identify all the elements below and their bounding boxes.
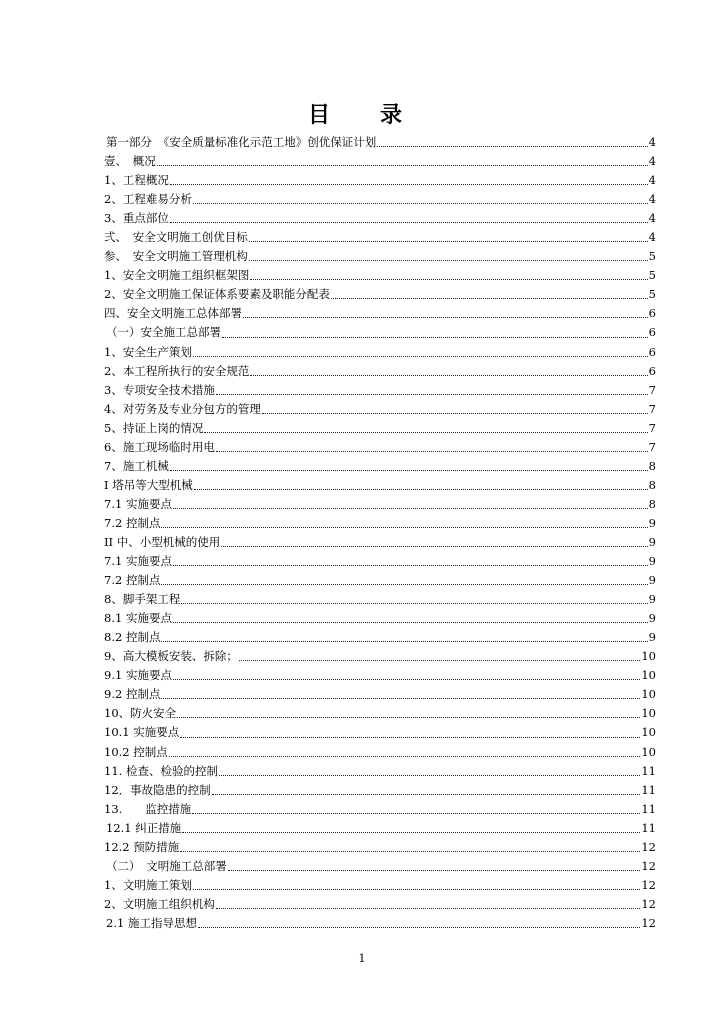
toc-leader-dots (180, 737, 640, 738)
toc-leader-dots (194, 489, 648, 490)
toc-leader-dots (221, 546, 647, 547)
toc-leader-dots (249, 260, 648, 261)
toc-entry-page: 7 (648, 420, 656, 435)
toc-entry-page: 6 (648, 306, 656, 321)
toc-leader-dots (249, 241, 648, 242)
toc-entry[interactable] (104, 857, 656, 876)
toc-entry-label: （二） 文明施工总部署 (106, 858, 227, 873)
toc-entry-page: 10 (641, 668, 656, 683)
toc-leader-dots (161, 698, 640, 699)
toc-entry-label: 10.2 控制点 (104, 744, 168, 759)
toc-entry-page: 7 (648, 401, 656, 416)
toc-entry-page: 12 (641, 858, 656, 873)
toc-entry[interactable] (104, 628, 656, 647)
toc-entry-page: 6 (648, 363, 656, 378)
toc-entry-page: 11 (641, 782, 656, 797)
toc-entry-page: 12 (641, 839, 656, 854)
toc-entry-label: 弍、 安全文明施工创优目标 (104, 230, 248, 245)
toc-leader-dots (173, 565, 648, 566)
toc-entry[interactable] (104, 381, 656, 400)
toc-leader-dots (182, 832, 640, 833)
toc-entry-page: 10 (641, 744, 656, 759)
toc-entry-label: 4、对劳务及专业分包方的管理 (104, 401, 261, 416)
toc-entry-label: II 中、小型机械的使用 (104, 534, 221, 549)
toc-leader-dots (243, 317, 648, 318)
toc-entry-page: 11 (641, 763, 656, 778)
toc-entry-label: 8.1 实施要点 (104, 611, 172, 626)
toc-entry-page: 8 (648, 458, 656, 473)
toc-entry[interactable] (104, 895, 656, 914)
toc-entry-label: 10、防火安全 (104, 706, 177, 721)
table-of-contents (104, 133, 656, 933)
toc-entry[interactable] (104, 800, 656, 819)
toc-entry[interactable] (104, 762, 656, 781)
toc-entry-label: 2、安全文明施工保证体系要素及职能分配表 (104, 287, 330, 302)
toc-entry-page: 11 (641, 801, 656, 816)
toc-entry-label: 2、本工程所执行的安全规范 (104, 363, 250, 378)
toc-leader-dots (193, 356, 648, 357)
toc-leader-dots (180, 851, 640, 852)
toc-entry[interactable] (104, 209, 656, 228)
toc-entry[interactable] (104, 419, 656, 438)
toc-entry-label: 1、工程概况 (104, 173, 169, 188)
toc-entry[interactable] (104, 457, 656, 476)
toc-entry-page: 8 (648, 496, 656, 511)
toc-entry-page: 9 (648, 554, 656, 569)
toc-entry-page: 12 (641, 877, 656, 892)
toc-entry-page: 12 (641, 915, 656, 930)
toc-entry[interactable] (104, 514, 656, 533)
toc-entry[interactable] (104, 476, 656, 495)
toc-entry-label: 3、专项安全技术措施 (104, 382, 215, 397)
toc-leader-dots (216, 451, 648, 452)
toc-leader-dots (250, 279, 647, 280)
toc-leader-dots (228, 870, 641, 871)
toc-entry-page: 9 (648, 592, 656, 607)
toc-entry[interactable] (104, 666, 656, 685)
toc-entry-page: 4 (648, 230, 656, 245)
toc-entry-page: 7 (648, 439, 656, 454)
toc-leader-dots (177, 717, 640, 718)
toc-entry[interactable] (104, 247, 656, 266)
toc-leader-dots (198, 927, 640, 928)
toc-leader-dots (222, 337, 648, 338)
toc-entry-page: 4 (648, 192, 656, 207)
toc-leader-dots (170, 184, 648, 185)
toc-entry[interactable] (104, 190, 656, 209)
toc-entry[interactable] (104, 838, 656, 857)
toc-entry-label: 7.2 控制点 (104, 573, 161, 588)
toc-leader-dots (204, 432, 647, 433)
toc-leader-dots (173, 679, 640, 680)
toc-entry[interactable] (104, 171, 656, 190)
toc-entry-page: 10 (641, 687, 656, 702)
toc-entry-page: 6 (648, 325, 656, 340)
toc-entry[interactable] (104, 343, 656, 362)
toc-entry-page: 10 (641, 649, 656, 664)
toc-leader-dots (216, 908, 641, 909)
toc-entry-page: 5 (648, 268, 656, 283)
toc-entry-label: 3、重点部位 (104, 211, 169, 226)
toc-entry-page: 5 (648, 287, 656, 302)
toc-entry-page: 4 (648, 211, 656, 226)
toc-leader-dots (193, 203, 648, 204)
toc-entry[interactable] (104, 438, 656, 457)
toc-entry[interactable] (104, 723, 656, 742)
toc-entry[interactable] (104, 552, 656, 571)
toc-entry-label: 1、文明施工策划 (104, 877, 192, 892)
toc-entry[interactable] (104, 362, 656, 381)
toc-entry-label: 9.2 控制点 (104, 687, 161, 702)
toc-entry[interactable] (104, 819, 656, 838)
toc-leader-dots (157, 165, 648, 166)
toc-leader-dots (170, 222, 648, 223)
toc-entry-label: 7.1 实施要点 (104, 496, 172, 511)
toc-entry-label: 四、安全文明施工总体部署 (104, 306, 242, 321)
toc-entry-label: 6、施工现场临时用电 (104, 439, 215, 454)
toc-entry-label: 参、 安全文明施工管理机构 (104, 249, 248, 264)
toc-entry-label: 2.1 施工指导思想 (106, 915, 197, 930)
toc-entry-page: 4 (648, 154, 656, 169)
toc-entry-label: 2、文明施工组织机构 (104, 896, 215, 911)
toc-entry[interactable] (104, 876, 656, 895)
toc-leader-dots (239, 660, 641, 661)
toc-entry-label: 2、工程难易分析 (104, 192, 192, 207)
toc-entry[interactable] (104, 647, 656, 666)
toc-entry[interactable] (104, 609, 656, 628)
toc-entry-label: 5、持证上岗的情况 (104, 420, 204, 435)
toc-entry[interactable] (104, 914, 656, 933)
toc-entry-page: 7 (648, 382, 656, 397)
toc-leader-dots (216, 394, 648, 395)
toc-entry[interactable] (104, 533, 656, 552)
toc-entry-page: 9 (648, 611, 656, 626)
toc-entry-page: 8 (648, 477, 656, 492)
toc-entry-page: 4 (648, 173, 656, 188)
toc-entry-page: 9 (648, 534, 656, 549)
toc-entry[interactable] (104, 323, 656, 342)
toc-leader-dots (377, 146, 647, 147)
toc-entry-label: 8、脚手架工程 (104, 592, 181, 607)
toc-entry[interactable] (104, 133, 656, 152)
toc-entry-label: 7.2 控制点 (104, 515, 161, 530)
toc-entry-page: 9 (648, 630, 656, 645)
toc-entry-label: 第一部分 《安全质量标准化示范工地》创优保证计划 (106, 135, 377, 149)
page-title: 目 录 (307, 102, 416, 128)
toc-entry-page: 10 (641, 706, 656, 721)
toc-entry-page: 9 (648, 515, 656, 530)
toc-leader-dots (173, 508, 648, 509)
toc-entry-label: 9.1 实施要点 (104, 668, 172, 683)
toc-leader-dots (181, 603, 647, 604)
toc-entry-page: 6 (648, 344, 656, 359)
toc-entry[interactable] (104, 704, 656, 723)
toc-leader-dots (161, 584, 647, 585)
toc-entry[interactable] (104, 743, 656, 762)
toc-entry-label: 7.1 实施要点 (104, 554, 172, 569)
toc-entry[interactable] (104, 304, 656, 323)
toc-entry-label: 12．事故隐患的控制 (104, 782, 211, 797)
toc-entry-label: 12.1 纠正措施 (106, 820, 182, 835)
toc-entry[interactable] (104, 400, 656, 419)
toc-entry[interactable] (104, 285, 656, 304)
toc-leader-dots (262, 413, 648, 414)
toc-leader-dots (193, 889, 641, 890)
toc-entry-label: 壹、 概况 (104, 154, 156, 169)
toc-leader-dots (331, 298, 648, 299)
toc-entry-page: 9 (648, 573, 656, 588)
toc-entry-label: （一）安全施工总部署 (106, 325, 221, 340)
toc-entry-label: 7、施工机械 (104, 458, 169, 473)
toc-entry[interactable] (104, 152, 656, 171)
toc-entry-label: 12.2 预防措施 (104, 839, 180, 854)
toc-entry[interactable] (104, 266, 656, 285)
toc-entry-label: 1、安全文明施工组织框架图 (104, 268, 250, 283)
toc-leader-dots (169, 756, 641, 757)
toc-leader-dots (161, 527, 647, 528)
toc-entry-page: 4 (648, 135, 656, 149)
toc-entry[interactable] (104, 495, 656, 514)
toc-entry-page: 11 (641, 820, 656, 835)
toc-entry-label: 10.1 实施要点 (104, 725, 180, 740)
toc-entry-label: 11. 检查、检验的控制 (104, 763, 218, 778)
toc-entry-label: 1、安全生产策划 (104, 344, 192, 359)
toc-entry-label: 8.2 控制点 (104, 630, 161, 645)
toc-entry-page: 10 (641, 725, 656, 740)
toc-entry-label: I 塔吊等大型机械 (104, 477, 193, 492)
toc-entry-page: 5 (648, 249, 656, 264)
toc-leader-dots (173, 622, 648, 623)
toc-entry[interactable] (104, 590, 656, 609)
toc-leader-dots (170, 470, 648, 471)
toc-entry[interactable] (104, 781, 656, 800)
toc-leader-dots (212, 794, 641, 795)
toc-entry[interactable] (104, 685, 656, 704)
toc-leader-dots (219, 775, 640, 776)
toc-entry[interactable] (104, 571, 656, 590)
toc-entry-page: 12 (641, 896, 656, 911)
toc-leader-dots (192, 813, 640, 814)
toc-entry[interactable] (104, 228, 656, 247)
toc-leader-dots (250, 375, 647, 376)
toc-leader-dots (161, 641, 647, 642)
toc-entry-label: 13. 监控措施 (104, 801, 192, 816)
page-number: 1 (358, 952, 366, 965)
toc-entry-label: 9、高大模板安装、拆除； (104, 649, 238, 664)
